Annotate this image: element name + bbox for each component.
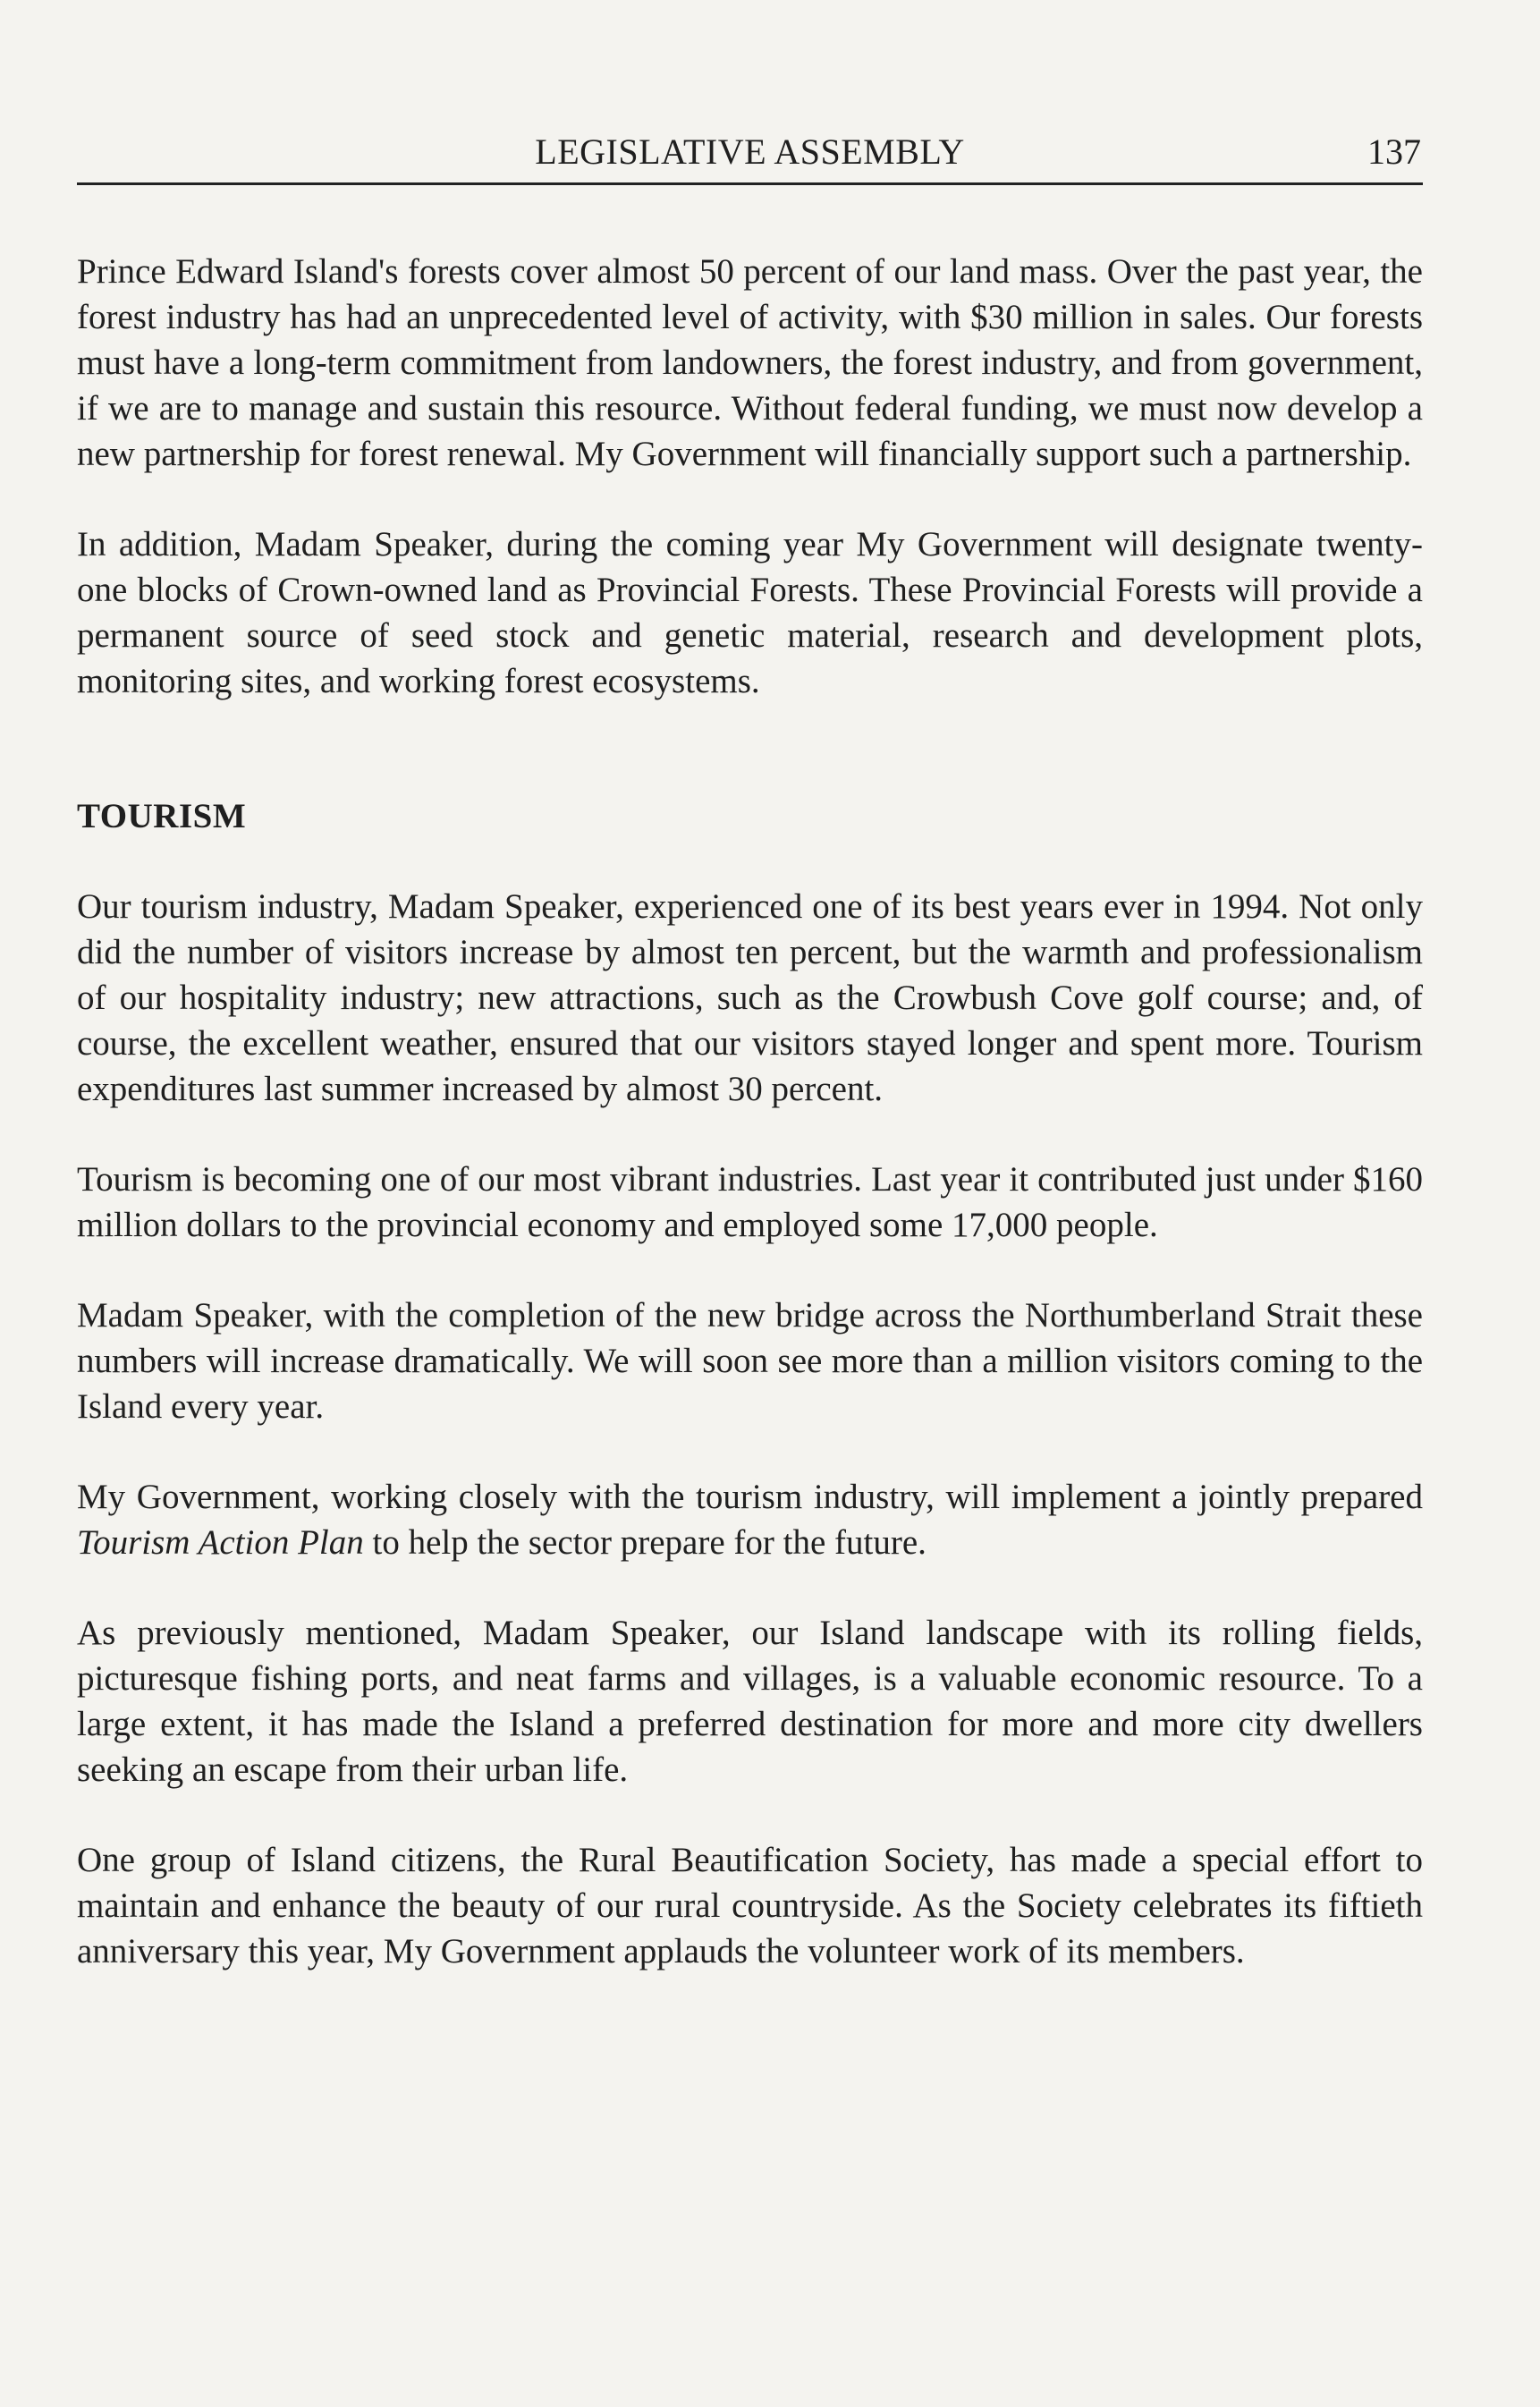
tourism-paragraph-4-text-end: to help the sector prepare for the future. xyxy=(363,1523,927,1562)
tourism-action-plan-title: Tourism Action Plan xyxy=(77,1523,364,1562)
page-body xyxy=(77,249,1423,1974)
tourism-paragraph-5: As previously mentioned, Madam Speaker, our Island landscape with its rolling fields, picturesque fishing ports, and neat farms and villages, is a valuable economic resource. To a large extent, it has made the Island a preferred destination for more and more city dwellers seeking an escape from their urban life. xyxy=(77,1614,1423,1789)
tourism-paragraph-4 xyxy=(77,1474,1423,1565)
tourism-paragraph-1: Our tourism industry, Madam Speaker, experienced one of its best years ever in 1994. Not only did the number of visitors increase by almost ten percent, but the warmth and professionalism of our hospitality industry; new attractions, such as the Crowbush Cove golf course; and, of course, the excellent weather, ensured that our visitors stayed longer and spent more. Tourism expenditures last summer increased by almost 30 percent. xyxy=(77,887,1423,1108)
running-header xyxy=(77,131,1423,185)
forestry-paragraph-2: In addition, Madam Speaker, during the coming year My Government will designate twenty-one blocks of Crown-owned land as Provincial Forests. These Provincial Forests will provide a permanent source of seed stock and genetic material, research and development plots, monitoring sites, and working forest ecosystems. xyxy=(77,525,1423,700)
forestry-paragraph-1: Prince Edward Island's forests cover almost 50 percent of our land mass. Over the past year, the forest industry has had an unprecedented level of activity, with $30 million in sales. Our forests must have a long-term commitment from landowners, the forest industry, and from government, if we are to manage and sustain this resource. Without federal funding, we must now develop a new partnership for forest renewal. My Government will financially support such a partnership. xyxy=(77,252,1423,473)
tourism-paragraph-3: Madam Speaker, with the completion of the new bridge across the Northumberland Strait these numbers will increase dramatically. We will soon see more than a million visitors coming to the Island every year. xyxy=(77,1296,1423,1426)
tourism-paragraph-6: One group of Island citizens, the Rural Beautification Society, has made a special effort to maintain and enhance the beauty of our rural countryside. As the Society celebrates its fiftieth anniversary this year, My Government applauds the volunteer work of its members. xyxy=(77,1841,1423,1971)
tourism-paragraph-4-text-start: My Government, working closely with the tourism industry, will implement a jointly prepared xyxy=(77,1478,1423,1516)
running-header-title: LEGISLATIVE ASSEMBLY xyxy=(535,131,965,172)
tourism-heading: TOURISM xyxy=(77,797,247,835)
page-number: 137 xyxy=(1367,131,1421,172)
tourism-paragraph-2: Tourism is becoming one of our most vibrant industries. Last year it contributed just under $160 million dollars to the provincial economy and employed some 17,000 people. xyxy=(77,1160,1423,1244)
